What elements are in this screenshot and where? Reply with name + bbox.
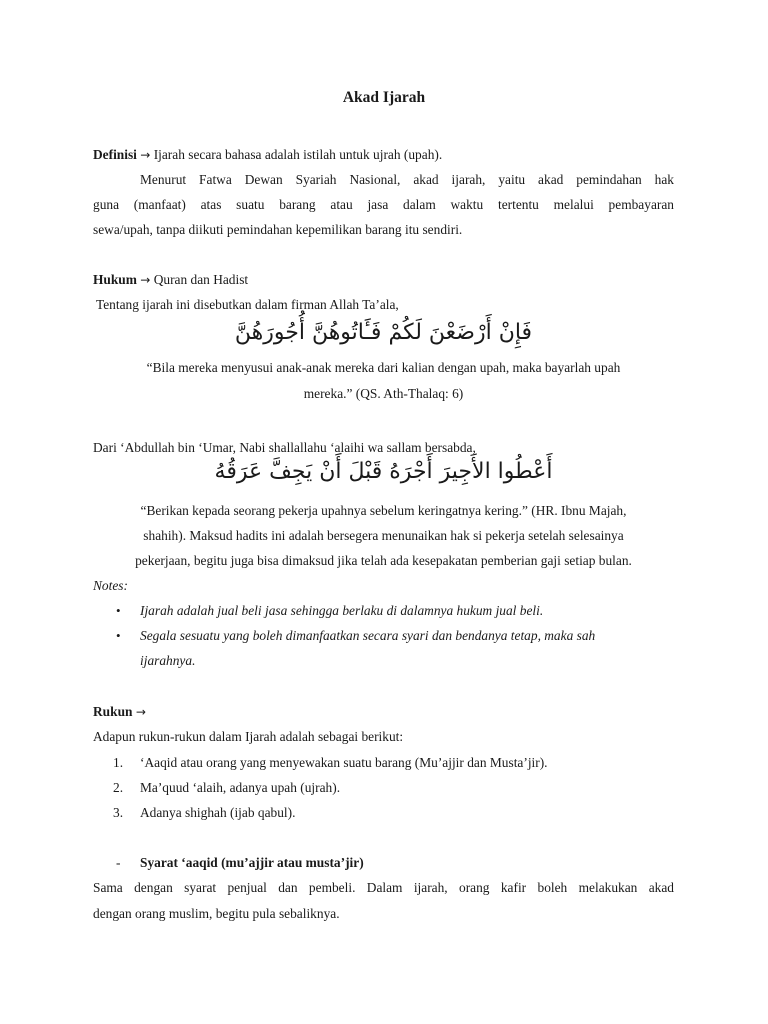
quote2-line1: “Berikan kepada seorang pekerja upahnya sebelum keringatnya kering.” (HR. Ibnu Majah, xyxy=(140,503,627,518)
rukun-item: Adanya shighah (ijab qabul). xyxy=(140,805,296,820)
hukum-label: Hukum xyxy=(93,272,137,287)
rukun-line xyxy=(93,703,674,721)
definisi-line xyxy=(93,146,674,164)
quote2-line3: pekerjaan, begitu juga bisa dimaksud jika telah ada kesepakatan pemberian gaji setiap bulan. xyxy=(135,553,632,568)
quote1-line1: “Bila mereka menyusui anak-anak mereka dari kalian dengan upah, maka bayarlah upah xyxy=(146,360,621,375)
quote1-line2: mereka.” (QS. Ath-Thalaq: 6) xyxy=(303,386,464,401)
rukun-label: Rukun xyxy=(93,704,133,719)
hadith-intro: Dari ‘Abdullah bin ‘Umar, Nabi shallallahu ‘alaihi wa sallam bersabda, xyxy=(93,440,476,455)
bullet-icon: • xyxy=(116,628,121,643)
notes-item1: Ijarah adalah jual beli jasa sehingga berlaku di dalamnya hukum jual beli. xyxy=(140,603,544,618)
arabic-verse: فَإِنْ أَرْضَعْنَ لَكُمْ فَـَٔاتُوهُنَّ أُجُورَهُنَّ xyxy=(234,320,533,345)
hukum-intro: Tentang ijarah ini disebutkan dalam firman Allah Ta’ala, xyxy=(96,297,399,312)
arabic-hadith: أَعْطُوا الأَجِيرَ أَجْرَهُ قَبْلَ أَنْ يَجِفَّ عَرَقُهُ xyxy=(214,459,553,484)
rukun-intro: Adapun rukun-rukun dalam Ijarah adalah sebagai berikut: xyxy=(93,729,404,744)
page-title: Akad Ijarah xyxy=(342,89,426,106)
definisi-text: Ijarah secara bahasa adalah istilah untuk ujrah (upah). xyxy=(153,147,443,162)
rukun-item: Ma’quud ‘alaih, adanya upah (ujrah). xyxy=(140,780,341,795)
rukun-item-number: 3. xyxy=(113,805,124,820)
definisi-para-line3: sewa/upah, tanpa diikuti pemindahan kepemilikan barang itu sendiri. xyxy=(93,222,463,237)
definisi-para-line1: Menurut Fatwa Dewan Syariah Nasional, akad ijarah, yaitu akad pemindahan hak xyxy=(140,172,674,187)
rukun-item-number: 1. xyxy=(113,755,124,770)
notes-item2-line1: Segala sesuatu yang boleh dimanfaatkan secara syari dan bendanya tetap, maka sah xyxy=(140,628,596,643)
syarat-dash: - xyxy=(116,855,121,870)
notes-label: Notes: xyxy=(93,578,128,593)
rukun-item: ‘Aaqid atau orang yang menyewakan suatu barang (Mu’ajjir dan Musta’jir). xyxy=(140,755,548,770)
definisi-label: Definisi xyxy=(93,147,137,162)
syarat-line2: dengan orang muslim, begitu pula sebaliknya. xyxy=(93,906,340,921)
rukun-item-number: 2. xyxy=(113,780,124,795)
hukum-line xyxy=(93,271,674,289)
hukum-text: Quran dan Hadist xyxy=(153,272,249,287)
syarat-line1: Sama dengan syarat penjual dan pembeli. Dalam ijarah, orang kafir boleh melakukan akad xyxy=(93,880,674,895)
quote2-line2: shahih). Maksud hadits ini adalah bersegera menunaikan hak si pekerja setelah selesainya xyxy=(143,528,624,543)
notes-item2-line2: ijarahnya. xyxy=(140,653,196,668)
bullet-icon: • xyxy=(116,603,121,618)
definisi-para-line2: guna (manfaat) atas suatu barang atau jasa dalam waktu tertentu melalui pembayaran xyxy=(93,197,674,212)
syarat-heading: Syarat ‘aaqid (mu’ajjir atau musta’jir) xyxy=(140,855,364,870)
arrow-right-icon: → xyxy=(140,273,151,287)
arrow-right-icon: → xyxy=(140,148,151,162)
arrow-right-icon: → xyxy=(135,705,146,719)
